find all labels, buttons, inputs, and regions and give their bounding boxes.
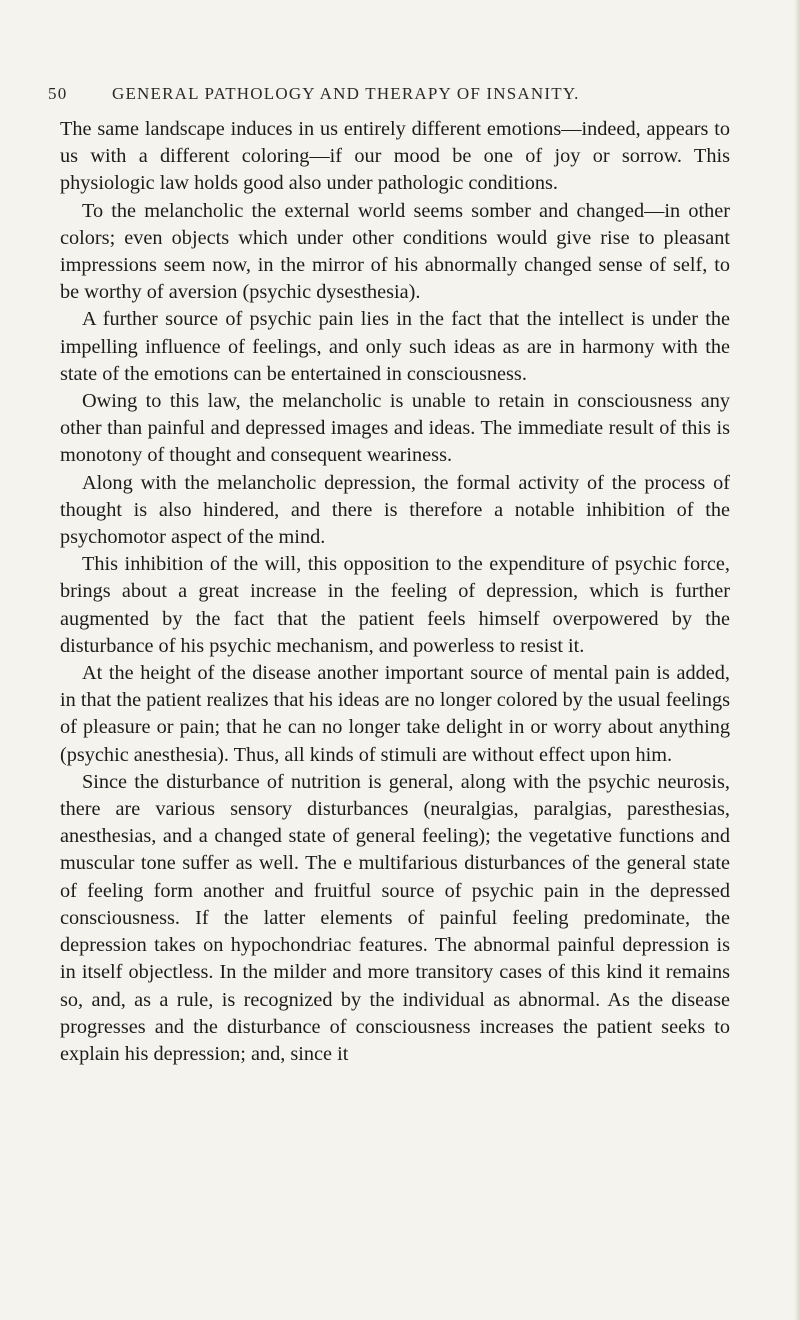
page-edge-shadow bbox=[794, 0, 800, 1320]
paragraph: Along with the melancholic depression, the formal activity of the process of thought is also hindered, and there is therefore a notable inhibition of the psychomotor aspect of the mind. bbox=[60, 471, 730, 549]
paragraph: A further source of psychic pain lies in the fact that the intellect is under the impelling influence of feelings, and only such ideas as are in harmony with the state of the emotions can be entertained in consciousness. bbox=[60, 308, 730, 385]
paragraph: Since the disturbance of nutrition is general, along with the psychic neurosis, there are various sensory disturbances (neuralgias, paralgias, paresthesias, anesthesias, and a changed state of general feeling); the vegetative functions and muscular tone suffer as well. The e multifarious disturbances of the general state of feeling form another and fruitful source of psychic pain in the depressed consciousness. If the latter elements of painful feeling predominate, the depression takes on hypochondriac features. The abnormal painful depression is in itself objectless. In the milder and more transitory cases of this kind it remains so, and, as a rule, is recognized by the individual as abnormal. As the disease progresses and the disturbance of consciousness increases the patient seeks to explain his depression; and, since it bbox=[60, 770, 730, 1065]
paragraph: The same landscape induces in us entirely different emotions—indeed, appears to us with a different coloring—if our mood be one of joy or sorrow. This physiologic law holds good also under pathologic conditions. bbox=[60, 118, 730, 195]
body-text bbox=[60, 116, 730, 1068]
running-title: GENERAL PATHOLOGY AND THERAPY OF INSANITY. bbox=[112, 84, 580, 103]
paragraph: This inhibition of the will, this opposition to the expenditure of psychic force, brings about a great increase in the feeling of depression, which is further augmented by the fact that the patient feels himself overpowered by the disturbance of his psychic mechanism, and powerless to resist it. bbox=[60, 553, 730, 657]
paragraph: To the melancholic the external world seems somber and changed—in other colors; even objects which under other conditions would give rise to pleasant impressions seem now, in the mirror of his abnormally changed sense of self, to be worthy of aversion (psychic dysesthesia). bbox=[60, 199, 730, 304]
paragraph: Owing to this law, the melancholic is unable to retain in consciousness any other than painful and depressed images and ideas. The immediate result of this is monotony of thought and consequent weariness. bbox=[60, 390, 730, 467]
running-head bbox=[48, 84, 738, 104]
page-number: 50 bbox=[48, 84, 68, 103]
paragraph: At the height of the disease another important source of mental pain is added, in that the patient realizes that his ideas are no longer colored by the usual feelings of pleasure or pain; that he can no longer take delight in or worry about anything (psychic anesthesia). Thus, all kinds of stimuli are without effect upon him. bbox=[60, 662, 730, 766]
